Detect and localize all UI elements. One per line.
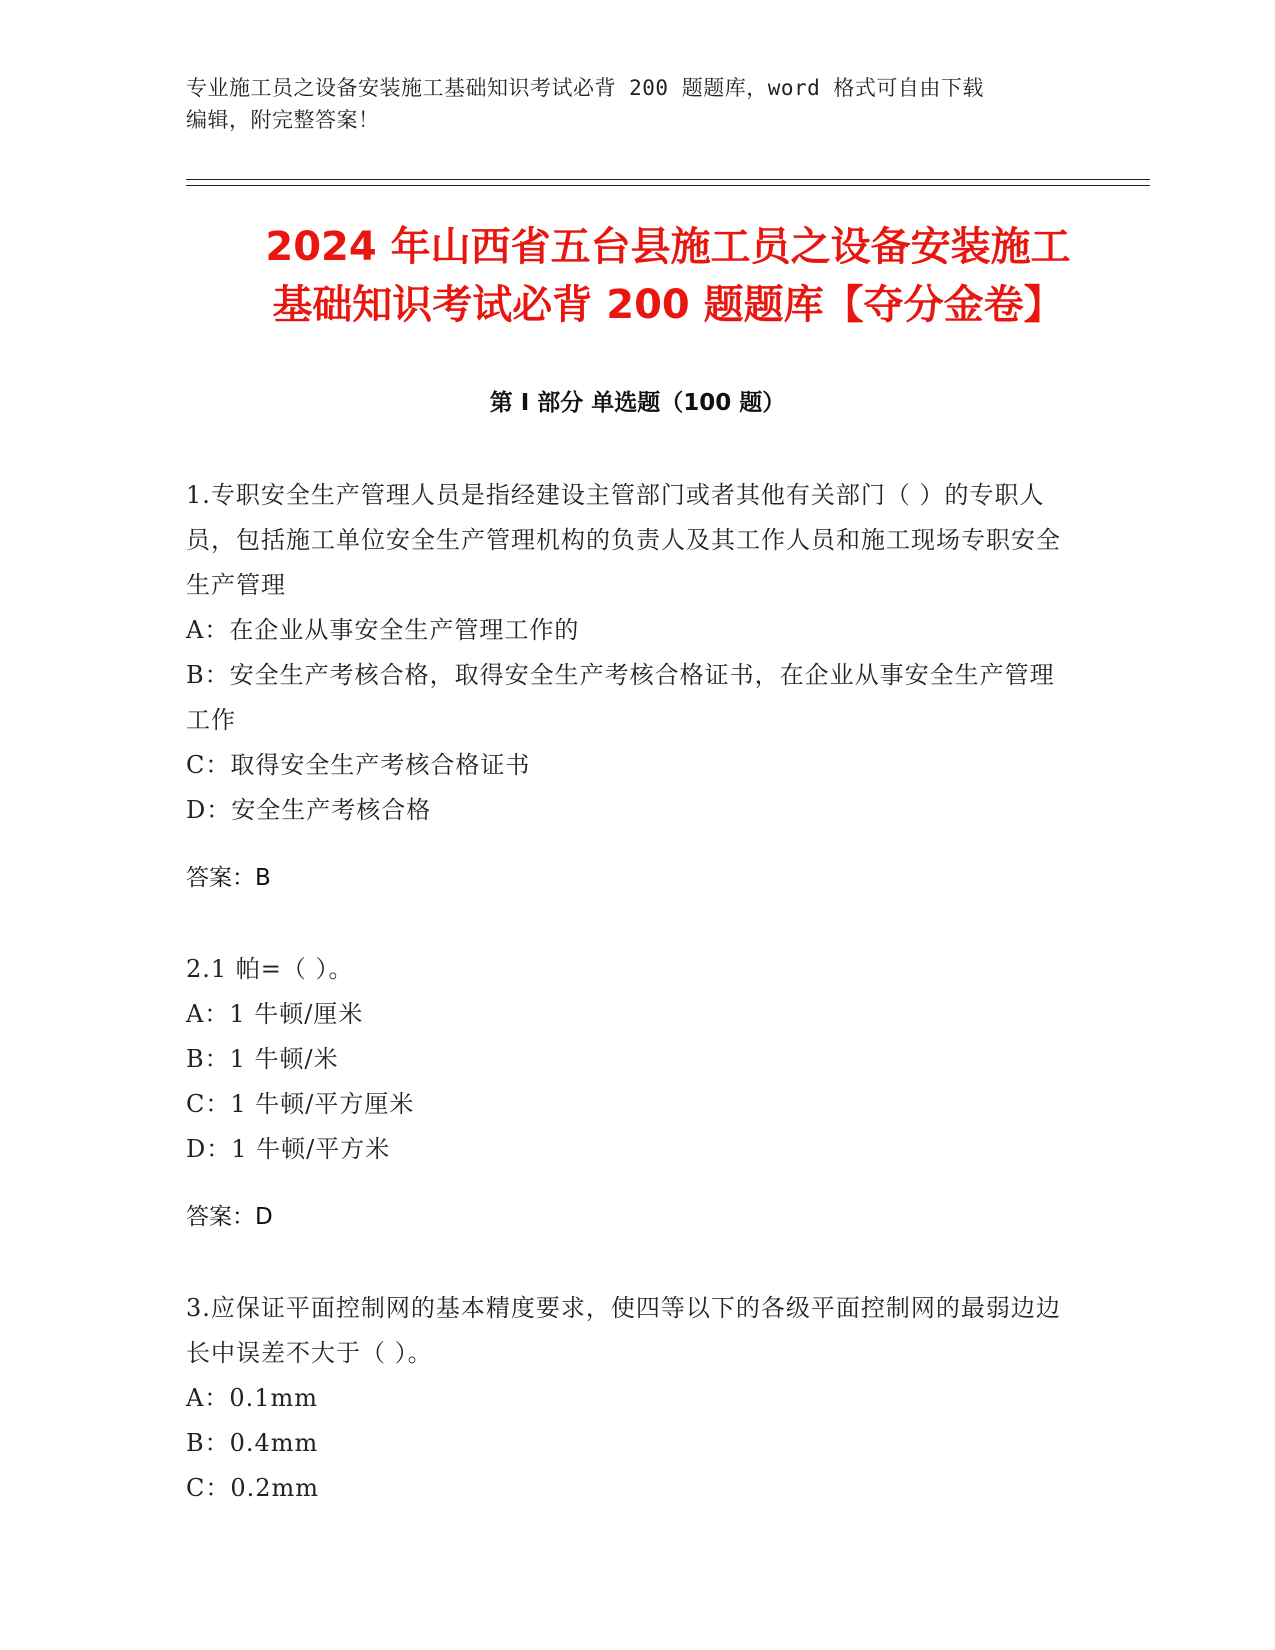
- question-text: 3.应保证平面控制网的基本精度要求，使四等以下的各级平面控制网的最弱边边长中误差不大于（ ）。: [186, 1294, 1061, 1367]
- option-c: C：1 牛顿/平方厘米: [186, 1090, 415, 1118]
- option-d: D：安全生产考核合格: [186, 796, 432, 824]
- question-text: 1.专职安全生产管理人员是指经建设主管部门或者其他有关部门（ ）的专职人员，包括施工单位安全生产管理机构的负责人及其工作人员和施工现场专职安全生产管理: [186, 481, 1061, 599]
- header-note-line: 专业施工员之设备安装施工基础知识考试必背 200 题题库，word 格式可自由下载: [186, 76, 984, 100]
- question-list: [186, 473, 1066, 1557]
- option-b: B：安全生产考核合格，取得安全生产考核合格证书，在企业从事安全生产管理工作: [186, 661, 1055, 734]
- option-a: A：在企业从事安全生产管理工作的: [186, 616, 580, 644]
- question-text: 2.1 帕=（ ）。: [186, 955, 354, 983]
- option-c: C：取得安全生产考核合格证书: [186, 751, 531, 779]
- option-b: B：1 牛顿/米: [186, 1045, 339, 1073]
- option-d: D：1 牛顿/平方米: [186, 1135, 391, 1163]
- question-item: [186, 947, 1066, 1240]
- question-item: [186, 473, 1066, 901]
- header-divider: [186, 185, 1150, 186]
- section-title: 第 I 部分 单选题（100 题）: [489, 390, 786, 416]
- option-c: C：0.2mm: [186, 1474, 320, 1502]
- title-line: 2024 年山西省五台县施工员之设备安装施工: [265, 224, 1071, 270]
- document-title: [186, 218, 1150, 334]
- title-line: 基础知识考试必背 200 题题库【夺分金卷】: [272, 282, 1064, 328]
- header-divider: [186, 179, 1150, 180]
- question-item: [186, 1286, 1066, 1511]
- option-a: A：1 牛顿/厘米: [186, 1000, 364, 1028]
- answer: 答案：B: [186, 865, 271, 891]
- option-b: B：0.4mm: [186, 1429, 319, 1457]
- header-note-line: 编辑，附完整答案！: [186, 108, 380, 132]
- answer: 答案：D: [186, 1204, 273, 1230]
- header-note: [186, 72, 1066, 136]
- option-a: A：0.1mm: [186, 1384, 319, 1412]
